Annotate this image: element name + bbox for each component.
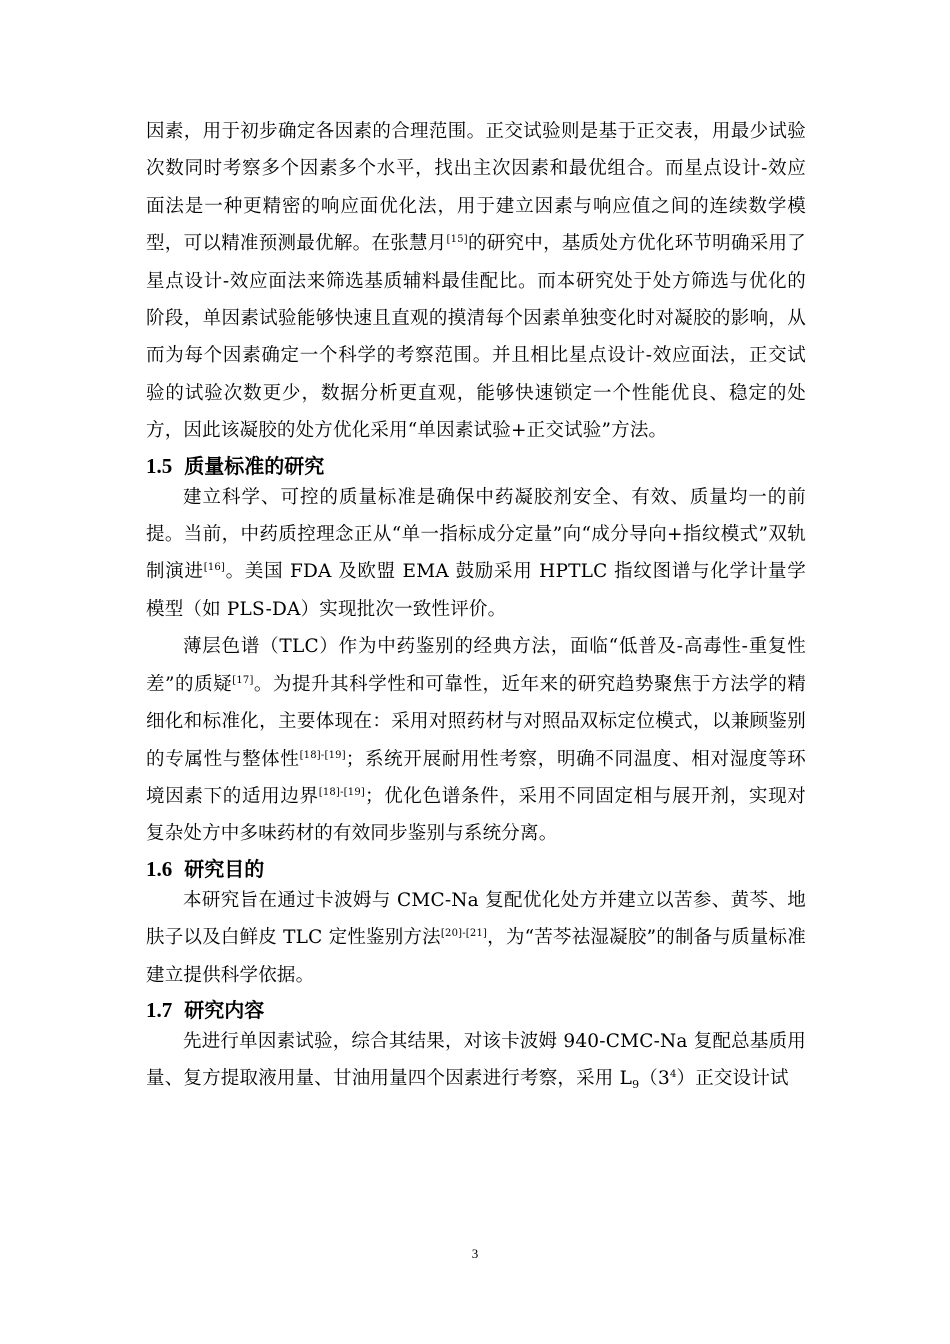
text-run: ）正交设计试 bbox=[676, 1068, 789, 1090]
section-number: 1.5 bbox=[146, 453, 173, 478]
text-run: ，为“苦芩祛湿凝胶”的制备与质量标准建立提供科学依据。 bbox=[146, 927, 806, 986]
text-run: 因素，用于初步确定各因素的合理范围。正交试验则是基于正交表，用最少试验次数同时考察多个因素多个水平，找出主次因素和最优组合。而星点设计-效应面法是一种更精密的响应面优化法，用于建立因素与响应值之间的连续数学模型，可以精准预测最优解。在张慧月 bbox=[146, 121, 806, 255]
text-run: 。美国 FDA 及欧盟 EMA 鼓励采用 HPTLC 指纹图谱与化学计量学模型（如 PLS-DA）实现批次一致性评价。 bbox=[146, 561, 806, 620]
citation: [20]-[21] bbox=[440, 928, 488, 940]
paragraph bbox=[146, 1023, 806, 1098]
citation: [18]-[19] bbox=[299, 749, 346, 761]
citation: [17] bbox=[232, 674, 254, 686]
citation: [15] bbox=[446, 234, 468, 246]
superscript: 4 bbox=[669, 1069, 677, 1081]
text-run: 先进行单因素试验，综合其结果，对该卡波姆 940-CMC-Na 复配总基质用量、复方提取液用量、甘油用量四个因素进行考察，采用 L bbox=[146, 1030, 806, 1090]
section-heading-1-7 bbox=[146, 994, 806, 1023]
section-number: 1.6 bbox=[146, 856, 173, 881]
page-number: 3 bbox=[471, 1246, 479, 1261]
section-title: 研究目的 bbox=[184, 856, 265, 881]
text-run: ；系统开展耐用性考察，明确不同温度、相对湿度等环境因素下的适用边界 bbox=[146, 748, 806, 807]
text-run: 。为提升其科学性和可靠性，近年来的研究趋势聚焦于方法学的精细化和标准化，主要体现在：采用对照药材与对照品双标定位模式，以兼顾鉴别的专属性与整体性 bbox=[146, 673, 806, 770]
paragraph bbox=[146, 882, 806, 994]
text-run: 建立科学、可控的质量标准是确保中药凝胶剂安全、有效、质量均一的前提。当前，中药质控理念正从“单一指标成分定量”向“成分导向+指纹模式”双轨制演进 bbox=[146, 486, 806, 583]
text-run: （3 bbox=[639, 1068, 670, 1090]
paragraph bbox=[146, 628, 806, 852]
text-run: 的研究中，基质处方优化环节明确采用了星点设计-效应面法来筛选基质辅料最佳配比。而本研究处于处方筛选与优化的阶段，单因素试验能够快速且直观的摸清每个因素单独变化时对凝胶的影响，从而为每个因素确定一个科学的考察范围。并且相比星点设计-效应面法，正交试验的试验次数更少，数据分析更直观，能够快速锁定一个性能优良、稳定的处方，因此该凝胶的处方优化采用“单因素试验+正交试验”方法。 bbox=[146, 233, 806, 442]
section-heading-1-5 bbox=[146, 450, 806, 479]
section-number: 1.7 bbox=[146, 997, 173, 1022]
citation: [18]-[19] bbox=[318, 786, 365, 798]
text-run: 本研究旨在通过卡波姆与 CMC-Na 复配优化处方并建立以苦参、黄芩、地肤子以及白鲜皮 TLC 定性鉴别方法 bbox=[146, 889, 806, 949]
section-heading-1-6 bbox=[146, 853, 806, 882]
citation: [16] bbox=[203, 562, 226, 574]
section-title: 研究内容 bbox=[184, 997, 265, 1022]
page-content bbox=[146, 113, 806, 1098]
text-run: ；优化色谱条件，采用不同固定相与展开剂，实现对复杂处方中多味药材的有效同步鉴别与系统分离。 bbox=[146, 785, 806, 845]
subscript: 9 bbox=[632, 1078, 640, 1092]
section-title: 质量标准的研究 bbox=[184, 453, 325, 478]
paragraph bbox=[146, 479, 806, 629]
text-run: 薄层色谱（TLC）作为中药鉴别的经典方法，面临“低普及-高毒性-重复性差”的质疑 bbox=[146, 636, 806, 695]
paragraph-continued bbox=[146, 113, 806, 450]
